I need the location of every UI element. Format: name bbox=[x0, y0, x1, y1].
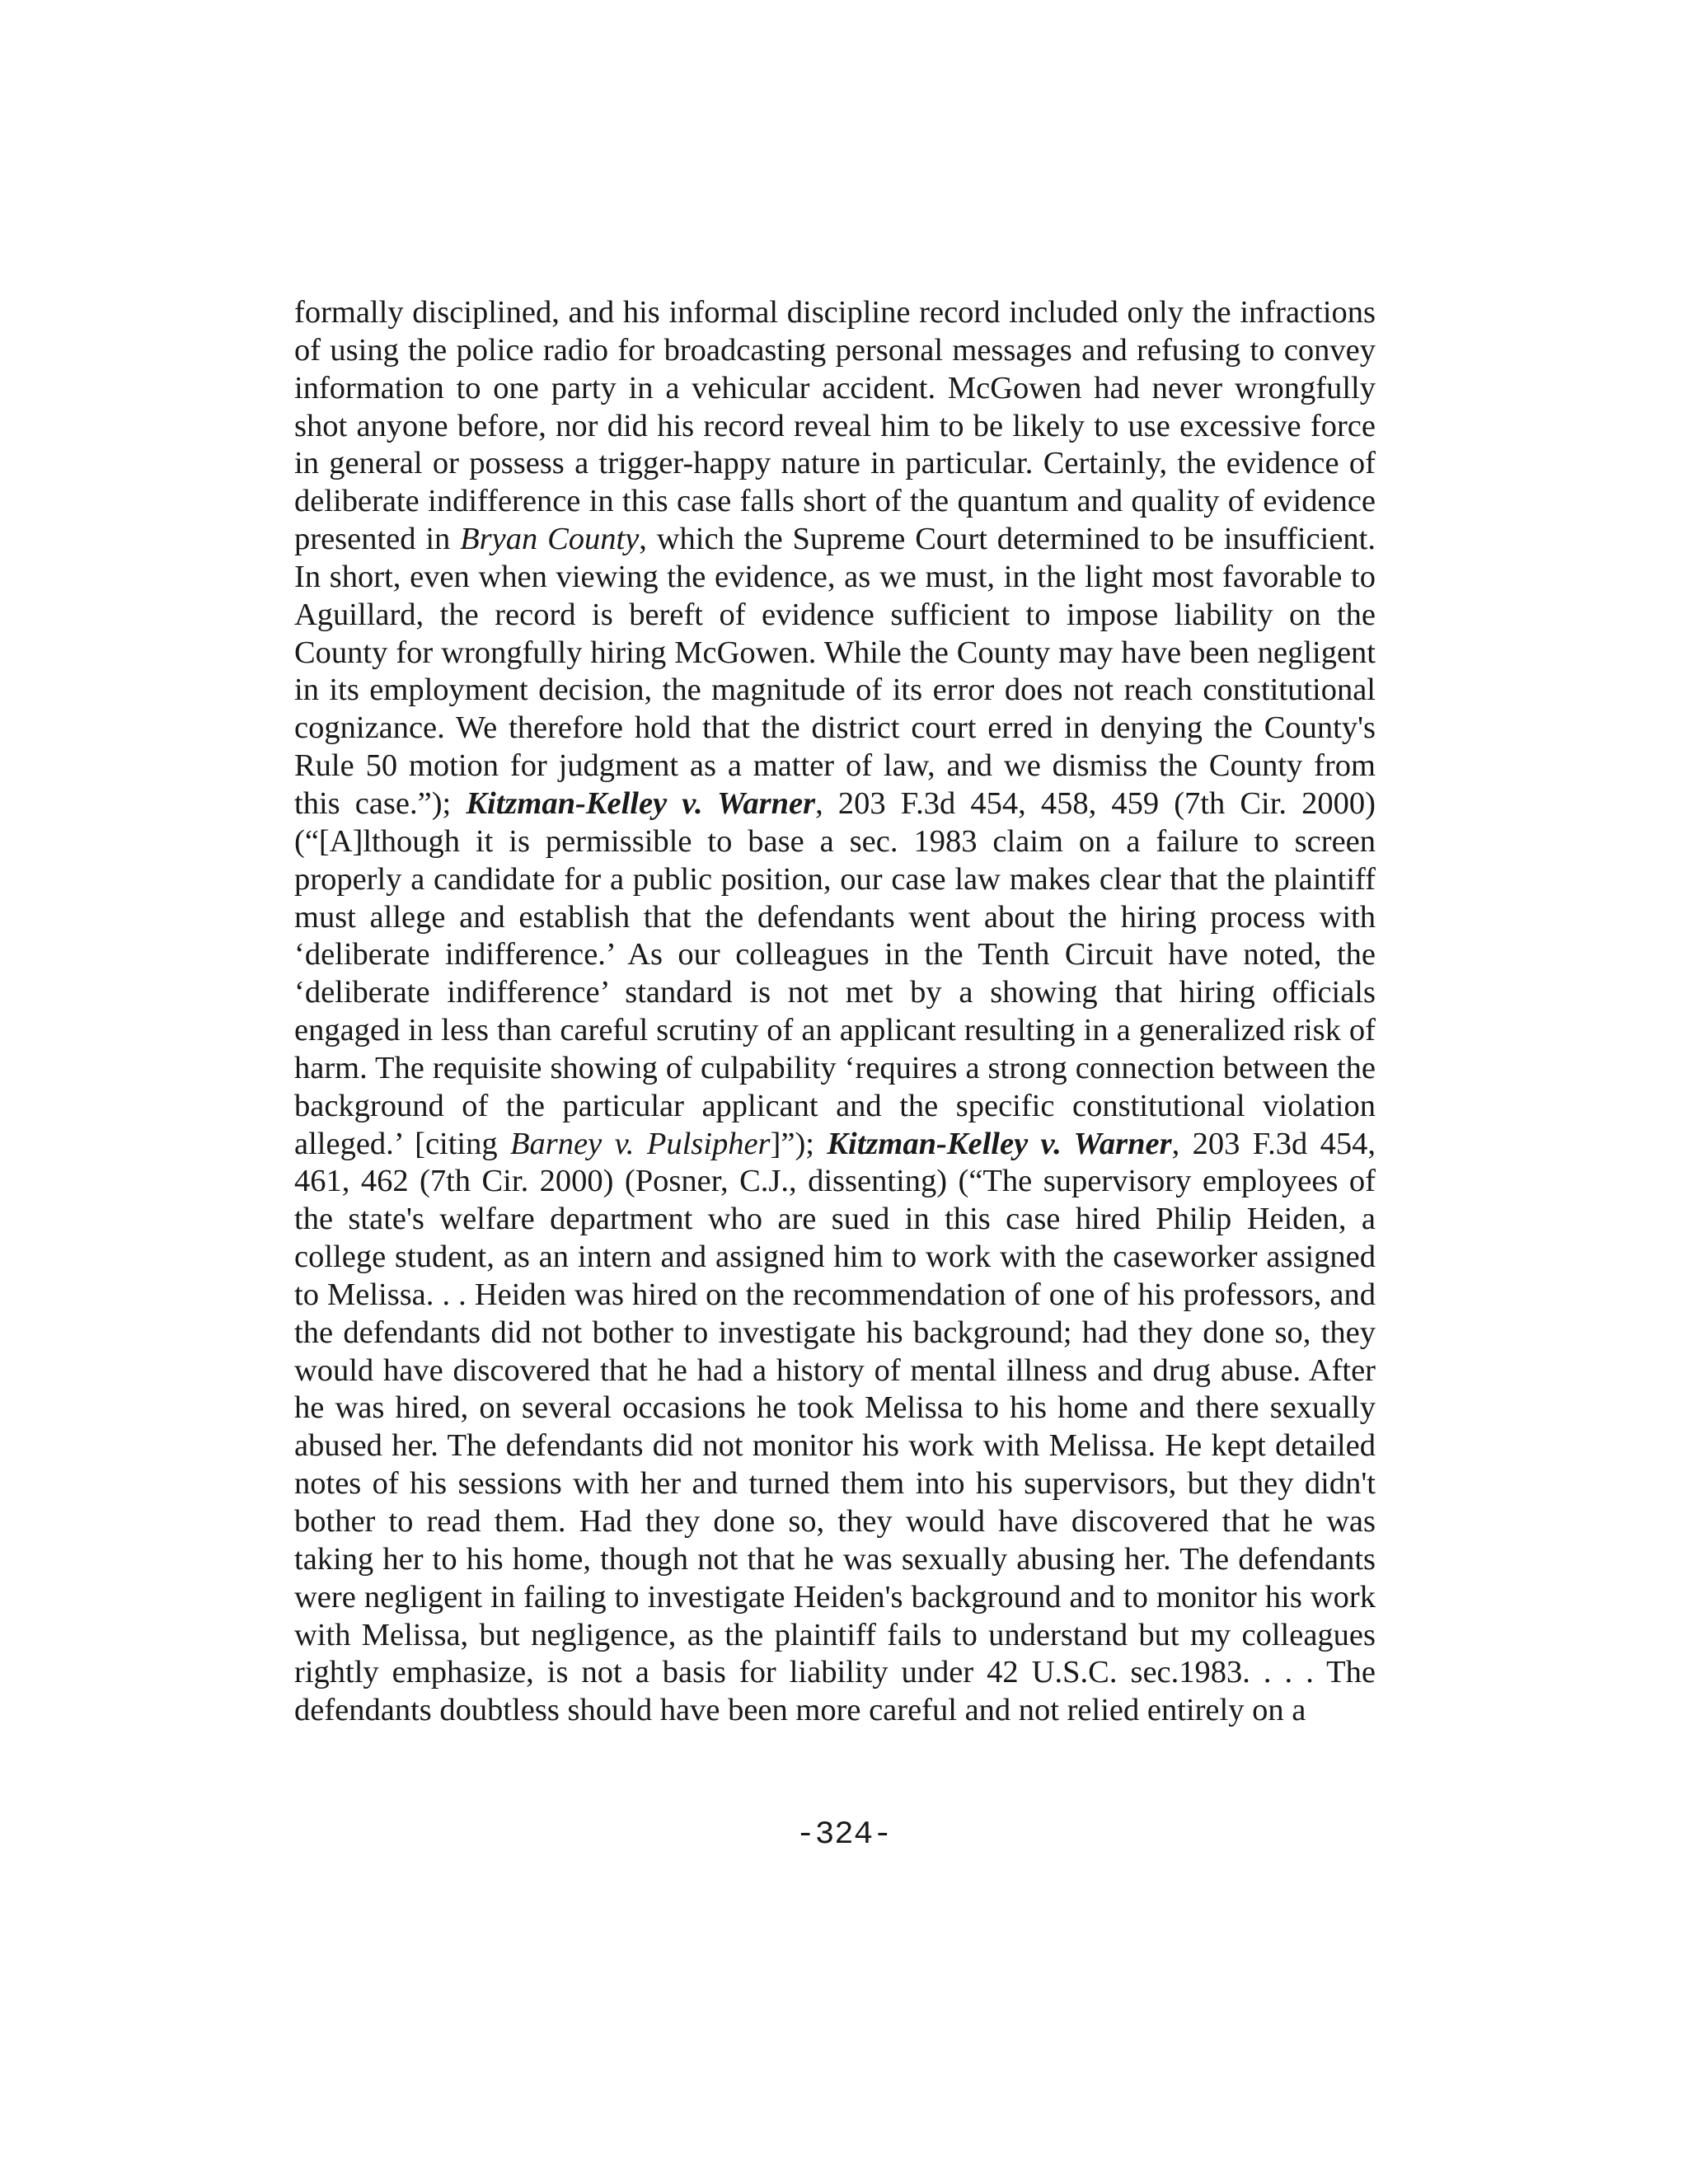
case-citation-bryan-county: Bryan County bbox=[460, 522, 640, 557]
body-paragraph bbox=[294, 294, 1376, 1730]
case-citation-kitzman-kelley-dissent: Kitzman-Kelley v. Warner bbox=[827, 1126, 1172, 1161]
case-citation-kitzman-kelley: Kitzman-Kelley v. Warner bbox=[466, 785, 816, 821]
text-run: formally disciplined, and his informal discipline record included only the infractions of using the police radio for broadcasting personal messages and refusing to convey information to one party in a vehicular accident. McGowen had never wrongfully shot anyone before, nor did his record reveal him to be likely to use excessive force in general or possess a trigger-happy nature in particular. Certainly, the evidence of deliberate indifference in this case falls short of the quantum and quality of evidence presented in bbox=[294, 295, 1376, 557]
case-citation-barney: Barney v. Pulsipher bbox=[510, 1126, 771, 1161]
text-run: , 203 F.3d 454, 458, 459 (7th Cir. 2000) (“[A]lthough it is permissible to base a sec. 1983 claim on a failure to screen properly a candidate for a public position, our case law makes clear that the plaintiff must allege and establish that the defendants went about the hiring process with ‘deliberate indifference.’ As our colleagues in the Tenth Circuit have noted, the ‘deliberate indifference’ standard is not met by a showing that hiring officials engaged in less than careful scrutiny of an applicant resulting in a generalized risk of harm. The requisite showing of culpability ‘requires a strong connection between the background of the particular applicant and the specific constitutional violation alleged.’ [citing bbox=[294, 785, 1376, 1161]
text-run: , 203 F.3d 454, 461, 462 (7th Cir. 2000) (Posner, C.J., dissenting) (“The supervisory employees of the state's welfare department who are sued in this case hired Philip Heiden, a college student, as an intern and assigned him to work with the caseworker assigned to Melissa. . . Heiden was hired on the recommendation of one of his professors, and the defendants did not bother to investigate his background; had they done so, they would have discovered that he had a history of mental illness and drug abuse. After he was hired, on several occasions he took Melissa to his home and there sexually abused her. The defendants did not monitor his work with Melissa. He kept detailed notes of his sessions with her and turned them into his supervisors, but they didn't bother to read them. Had they done so, they would have discovered that he was taking her to his home, though not that he was sexually abusing her. The defendants were negligent in failing to investigate Heiden's background and to monitor his work with Melissa, but negligence, as the plaintiff fails to understand but my colleagues rightly emphasize, is not a basis for liability under 42 U.S.C. sec.1983. . . . The defendants doubtless should have been more careful and not relied entirely on a bbox=[294, 1126, 1376, 1728]
text-run: ]”); bbox=[770, 1126, 828, 1161]
text-run: , which the Supreme Court determined to be insufficient. In short, even when viewing the evidence, as we must, in the light most favorable to Aguillard, the record is bereft of evidence sufficient to impose liability on the County for wrongfully hiring McGowen. While the County may have been negligent in its employment decision, the magnitude of its error does not reach constitutional cognizance. We therefore hold that the district court erred in denying the County's Rule 50 motion for judgment as a matter of law, and we dismiss the County from this case.”); bbox=[294, 522, 1376, 821]
page-number: -324- bbox=[795, 1816, 893, 1853]
